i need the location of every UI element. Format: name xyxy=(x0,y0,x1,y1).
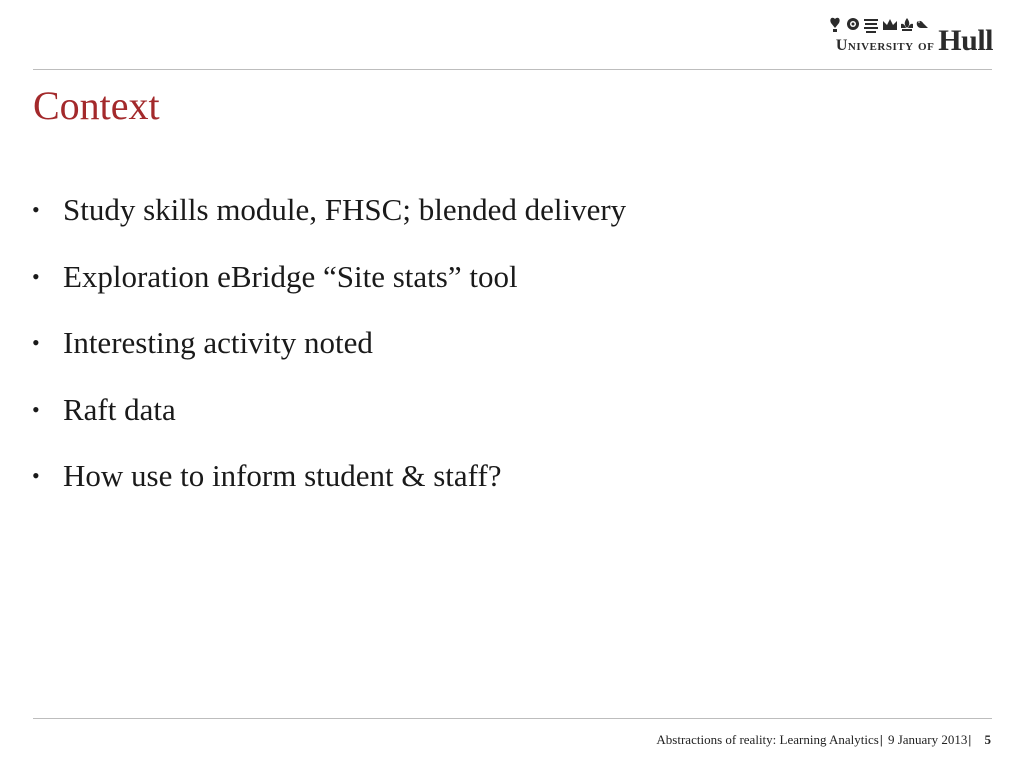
bullet-icon: • xyxy=(32,396,40,422)
bullet-icon: • xyxy=(32,463,40,488)
footer-date: 9 January 2013 xyxy=(887,732,968,747)
university-wordmark xyxy=(836,26,993,56)
wordmark-big: Hull xyxy=(938,24,993,57)
page-number: 5 xyxy=(984,732,991,747)
header-divider xyxy=(33,69,992,70)
bullet-text: Raft data xyxy=(63,391,176,427)
bullet-text: Exploration eBridge “Site stats” tool xyxy=(63,258,518,294)
bullet-item xyxy=(32,456,626,523)
bullet-icon: • xyxy=(32,197,40,222)
footer-divider xyxy=(33,718,992,719)
footer xyxy=(656,732,991,748)
slide-title: Context xyxy=(33,83,160,128)
bullet-icon: • xyxy=(32,263,40,289)
bullet-item xyxy=(32,257,626,324)
bullet-text: Study skills module, FHSC; blended delivery xyxy=(63,192,627,227)
footer-presentation-title: Abstractions of reality: Learning Analytics xyxy=(656,732,879,747)
bullet-item xyxy=(32,190,626,257)
bullet-text: Interesting activity noted xyxy=(63,325,373,360)
bullet-text: How use to inform student & staff? xyxy=(63,458,502,493)
footer-separator: | xyxy=(968,732,972,747)
bullet-item xyxy=(32,323,626,390)
bullet-list xyxy=(32,190,626,523)
wordmark-small: University of xyxy=(835,37,935,54)
bullet-icon: • xyxy=(32,330,40,355)
footer-separator: | xyxy=(879,732,883,747)
university-logo xyxy=(798,16,993,56)
bullet-item xyxy=(32,390,626,457)
